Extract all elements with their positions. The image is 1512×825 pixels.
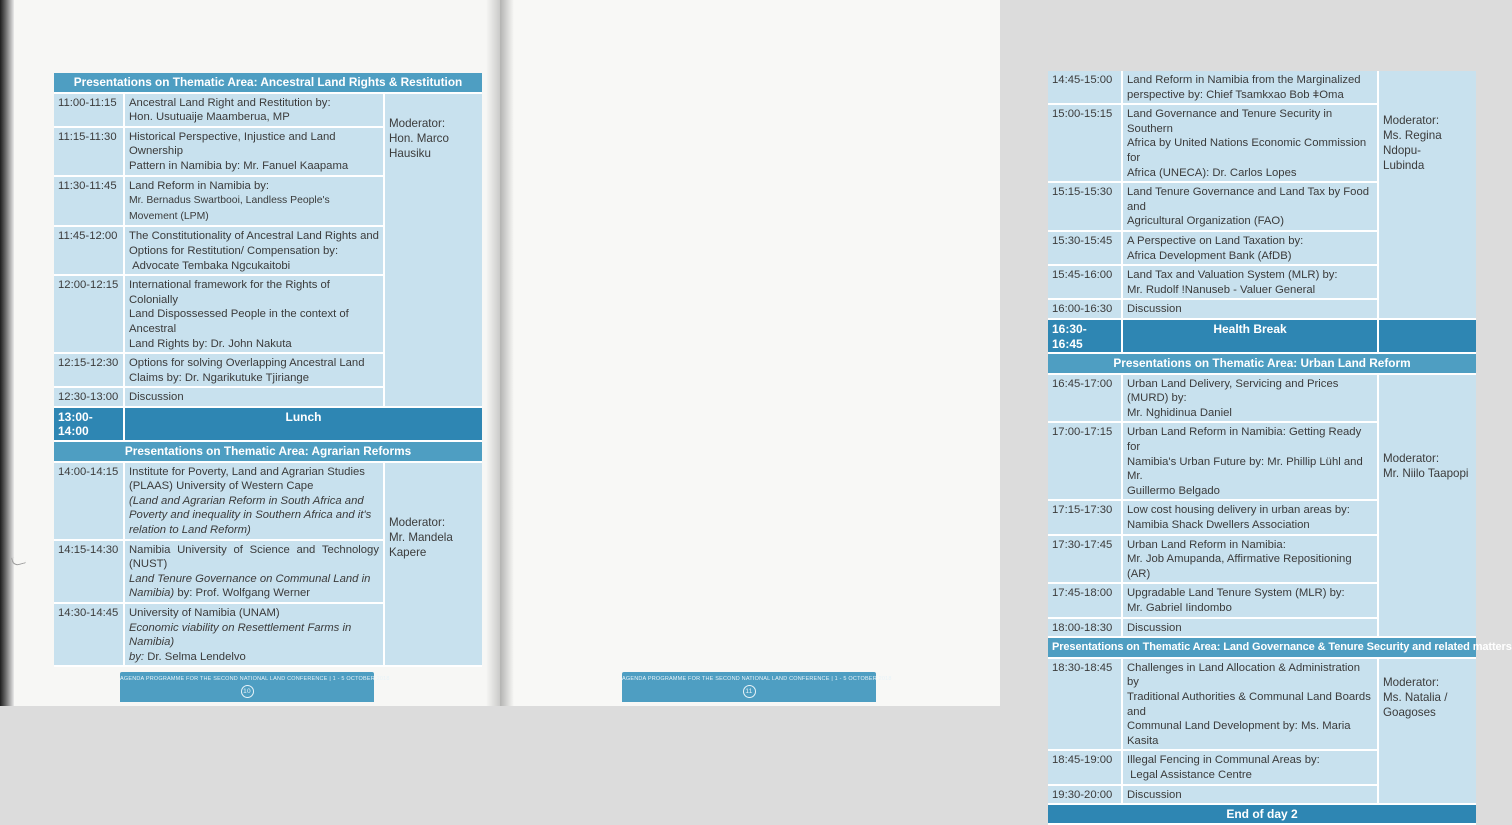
session-title: Discussion [124, 387, 384, 407]
schedule-table-day2-morning [54, 73, 482, 667]
moderator-cell: Moderator: Mr. Niilo Taapopi [1378, 374, 1476, 638]
session-time: 14:15-14:30 [54, 540, 124, 603]
session-title: Illegal Fencing in Communal Areas by: Legal Assistance Centre [1122, 750, 1378, 784]
session-time: 17:45-18:00 [1048, 583, 1122, 617]
session-title: Land Reform in Namibia by: Mr. Bernadus Swartbooi, Landless People's Movement (LPM) [124, 176, 384, 227]
moderator-cell: Moderator: Ms. Regina Ndopu- Lubinda [1378, 71, 1476, 319]
session-time: 18:45-19:00 [1048, 750, 1122, 784]
session-title: Historical Perspective, Injustice and Land Ownership Pattern in Namibia by: Mr. Fanuel Kaapama [124, 127, 384, 176]
end-of-day-row [1048, 804, 1476, 824]
session-title: Urban Land Reform in Namibia: Getting Ready for Namibia's Urban Future by: Mr. Phillip Lühl and Mr. Guillermo Belgado [1122, 422, 1378, 500]
session-time: 14:45-15:00 [1048, 71, 1122, 104]
agenda-row [54, 462, 482, 540]
session-time: 16:45-17:00 [1048, 374, 1122, 423]
footer-text: AGENDA PROGRAMME FOR THE SECOND NATIONAL LAND CONFERENCE | 1 - 5 OCTOBER 2018 [622, 676, 892, 682]
session-time: 18:30-18:45 [1048, 658, 1122, 751]
gutter-shadow [486, 0, 500, 706]
end-of-day-label: End of day 2 [1048, 804, 1476, 824]
footer-text: AGENDA PROGRAMME FOR THE SECOND NATIONAL LAND CONFERENCE | 1 - 5 OCTOBER 2018 [120, 676, 390, 682]
section-header: Presentations on Thematic Area: Urban Land Reform [1048, 353, 1476, 374]
session-title: Discussion [1122, 785, 1378, 805]
lunch-row [54, 407, 482, 441]
break-label: Lunch [124, 407, 482, 441]
gutter-shadow [500, 0, 514, 706]
session-time: 15:30-15:45 [1048, 231, 1122, 265]
moderator-cell: Moderator: Ms. Natalia / Goagoses [1378, 658, 1476, 804]
session-title: Land Reform in Namibia from the Marginalized perspective by: Chief Tsamkxao Bob ǂOma [1122, 71, 1378, 104]
page-number: 10 [241, 685, 254, 698]
session-title: The Constitutionality of Ancestral Land Rights and Options for Restitution/ Compensation by: Advocate Tembaka Ngcukaitobi [124, 226, 384, 275]
session-title: Low cost housing delivery in urban areas by: Namibia Shack Dwellers Association [1122, 500, 1378, 534]
session-title: Land Tax and Valuation System (MLR) by: Mr. Rudolf !Nanuseb - Valuer General [1122, 265, 1378, 299]
section-header: Presentations on Thematic Area: Ancestral Land Rights & Restitution [54, 73, 482, 93]
session-title: Challenges in Land Allocation & Administration by Traditional Authorities & Communal Land Boards and Communal Land Development by: Ms. Maria Kasita [1122, 658, 1378, 751]
session-title: International framework for the Rights of Colonially Land Dispossessed People in the context of Ancestral Land Rights by: Dr. John Nakuta [124, 275, 384, 353]
session-title: University of Namibia (UNAM) Economic viability on Resettlement Farms in Namibia) by: Dr. Selma Lendelvo [124, 603, 384, 666]
session-title: Ancestral Land Right and Restitution by: Hon. Usutuaije Maamberua, MP [124, 93, 384, 127]
session-time: 17:00-17:15 [1048, 422, 1122, 500]
session-title: Land Tenure Governance and Land Tax by Food and Agricultural Organization (FAO) [1122, 182, 1378, 231]
session-time: 18:00-18:30 [1048, 618, 1122, 638]
break-time: 13:00-14:00 [54, 407, 124, 441]
moderator-cell: Moderator: Hon. Marco Hausiku [384, 93, 482, 407]
session-title: Upgradable Land Tenure System (MLR) by: Mr. Gabriel Iindombo [1122, 583, 1378, 617]
session-title: Urban Land Reform in Namibia: Mr. Job Amupanda, Affirmative Repositioning (AR) [1122, 535, 1378, 584]
page-footer [120, 672, 390, 702]
session-time: 19:30-20:00 [1048, 785, 1122, 805]
session-time: 15:00-15:15 [1048, 104, 1122, 182]
session-title: Discussion [1122, 299, 1378, 319]
agenda-row [54, 93, 482, 127]
session-time: 12:30-13:00 [54, 387, 124, 407]
session-title: Discussion [1122, 618, 1378, 638]
moderator-cell: Moderator: Mr. Mandela Kapere [384, 462, 482, 667]
agenda-row [1048, 658, 1476, 751]
agenda-row [1048, 71, 1476, 104]
session-time: 15:15-15:30 [1048, 182, 1122, 231]
section-header: Presentations on Thematic Area: Agrarian Reforms [54, 441, 482, 462]
right-page [500, 0, 1512, 822]
session-time: 16:00-16:30 [1048, 299, 1122, 319]
session-title: Urban Land Delivery, Servicing and Prices (MURD) by: Mr. Nghidinua Daniel [1122, 374, 1378, 423]
page-number: 11 [743, 685, 756, 698]
session-time: 17:30-17:45 [1048, 535, 1122, 584]
session-time: 14:00-14:15 [54, 462, 124, 540]
session-title: Institute for Poverty, Land and Agrarian Studies (PLAAS) University of Western Cape (Land and Agrarian Reform in South Africa and Poverty and inequality in Southern Africa and it's relation to Land Reform) [124, 462, 384, 540]
agenda-row [1048, 374, 1476, 423]
session-time: 12:15-12:30 [54, 353, 124, 387]
session-time: 14:30-14:45 [54, 603, 124, 666]
session-time: 11:45-12:00 [54, 226, 124, 275]
session-title: Namibia University of Science and Technology (NUST) Land Tenure Governance on Communal Land in Namibia) by: Prof. Wolfgang Werner [124, 540, 384, 603]
health-break-row [1048, 319, 1476, 353]
session-time: 11:00-11:15 [54, 93, 124, 127]
session-title: A Perspective on Land Taxation by: Africa Development Bank (AfDB) [1122, 231, 1378, 265]
break-label: Health Break [1122, 319, 1378, 353]
left-page [0, 0, 500, 706]
page-edge [0, 0, 14, 706]
session-time: 11:30-11:45 [54, 176, 124, 227]
session-time: 17:15-17:30 [1048, 500, 1122, 534]
session-time: 11:15-11:30 [54, 127, 124, 176]
break-time: 16:30-16:45 [1048, 319, 1122, 353]
session-title: Land Governance and Tenure Security in Southern Africa by United Nations Economic Commission for Africa (UNECA): Dr. Carlos Lopes [1122, 104, 1378, 182]
session-time: 15:45-16:00 [1048, 265, 1122, 299]
schedule-table-day2-afternoon [1048, 71, 1512, 825]
session-title: Options for solving Overlapping Ancestral Land Claims by: Dr. Ngarikutuke Tjiriange [124, 353, 384, 387]
section-header: Presentations on Thematic Area: Land Governance & Tenure Security and related matters [1048, 637, 1476, 658]
page-footer [622, 672, 892, 702]
session-time: 12:00-12:15 [54, 275, 124, 353]
